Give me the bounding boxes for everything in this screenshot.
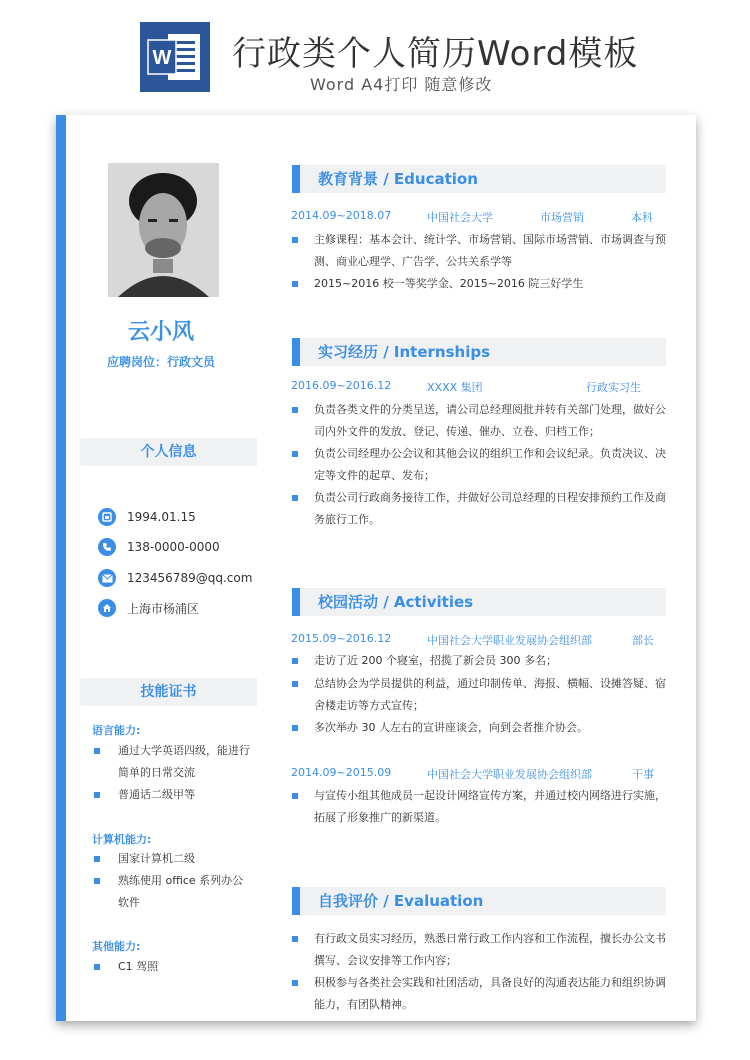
internships-heading	[292, 338, 666, 366]
banner	[0, 0, 750, 110]
bullet-item: 有行政文员实习经历，熟悉日常行政工作内容和工作流程，擅长办公文书撰写、会议安排等工作内容；	[292, 928, 666, 972]
bullet-item: 总结协会为学员提供的利益，通过印制传单、海报、横幅、设摊答疑、宿舍楼走访等方式宣传；	[292, 673, 666, 717]
activity-entry	[291, 632, 666, 648]
word-icon	[140, 22, 210, 92]
internship-entry	[291, 379, 666, 395]
skill-item: 通过大学英语四级，能进行简单的日常交流	[92, 740, 252, 784]
education-heading	[292, 165, 666, 193]
entry-role: 部长	[632, 634, 654, 647]
entry-org: 中国社会大学职业发展协会组织部	[427, 768, 592, 781]
bullet-item: 多次举办 30 人左右的宣讲座谈会，向到会者推介协会。	[292, 717, 666, 739]
phone-text: 138-0000-0000	[127, 540, 220, 554]
entry-role: 干事	[632, 768, 654, 781]
candidate-name: 云小风	[127, 320, 194, 345]
education-entry	[291, 209, 666, 225]
skills-heading: 技能证书	[80, 678, 257, 706]
entry-date: 2014.09~2018.07	[291, 209, 392, 222]
skill-category-other: 其他能力:	[92, 940, 141, 953]
entry-date: 2014.09~2015.09	[291, 766, 392, 779]
heading-bar	[292, 338, 300, 366]
activities-heading	[292, 588, 666, 616]
entry-degree: 本科	[631, 211, 653, 224]
info-birthdate	[98, 507, 196, 527]
skill-item: 普通话二级甲等	[92, 784, 252, 806]
entry-date: 2015.09~2016.12	[291, 632, 392, 645]
banner-subtitle: Word A4打印 随意修改	[310, 75, 493, 94]
mail-icon	[98, 569, 116, 587]
skill-item: 国家计算机二级	[92, 848, 252, 870]
info-email	[98, 568, 252, 588]
info-address	[98, 598, 199, 618]
info-phone	[98, 537, 220, 557]
activities-title: 校园活动 / Activities	[318, 593, 474, 611]
applied-position: 应聘岗位：行政文员	[106, 355, 215, 369]
profile-photo	[108, 163, 219, 297]
heading-bar	[292, 165, 300, 193]
activity-entry	[291, 766, 666, 782]
evaluation-heading	[292, 887, 666, 915]
email-text: 123456789@qq.com	[127, 571, 253, 585]
sidebar	[66, 115, 253, 1021]
bullet-item: 积极参与各类社会实践和社团活动，具备良好的沟通表达能力和组织协调能力，有团队精神。	[292, 972, 666, 1016]
bullet-item: 负责各类文件的分类呈送，请公司总经理阅批并转有关部门处理，做好公司内外文件的发放、登记、传递、催办、立卷、归档工作；	[292, 399, 666, 443]
bullet-item: 负责公司行政商务接待工作，并做好公司总经理的日程安排预约工作及商务旅行工作。	[292, 487, 666, 531]
bullet-item: 负责公司经理办公会议和其他会议的组织工作和会议纪录。负责决议、决定等文件的起草、发布；	[292, 443, 666, 487]
entry-org: XXXX 集团	[427, 381, 483, 394]
skill-category-language: 语言能力:	[92, 724, 141, 737]
bullet-item: 主修课程：基本会计、统计学、市场营销、国际市场营销、市场调查与预测、商业心理学、广告学、公共关系学等	[292, 229, 666, 273]
entry-role: 行政实习生	[586, 381, 641, 394]
bullet-item: 2015~2016 校一等奖学金、2015~2016 院三好学生	[292, 273, 666, 295]
entry-role: 市场营销	[540, 211, 584, 224]
address-text: 上海市杨浦区	[127, 601, 200, 616]
education-title: 教育背景 / Education	[318, 170, 478, 188]
skill-item: C1 驾照	[92, 956, 252, 978]
banner-title: 行政类个人简历Word模板	[232, 34, 639, 74]
heading-bar	[292, 887, 300, 915]
entry-org: 中国社会大学	[427, 211, 493, 224]
heading-bar	[292, 588, 300, 616]
internships-title: 实习经历 / Internships	[318, 343, 491, 361]
skill-category-computer: 计算机能力:	[92, 833, 152, 846]
home-icon	[98, 599, 116, 617]
calendar-icon	[98, 508, 116, 526]
personal-info-heading: 个人信息	[80, 438, 257, 466]
birthdate-text: 1994.01.15	[127, 510, 196, 524]
resume-page	[56, 115, 696, 1021]
svg-text:W: W	[152, 47, 172, 69]
skill-item: 熟练使用 office 系列办公软件	[92, 870, 252, 914]
entry-date: 2016.09~2016.12	[291, 379, 392, 392]
accent-stripe	[56, 115, 66, 1021]
bullet-item: 与宣传小组其他成员一起设计网络宣传方案，并通过校内网络进行实施，拓展了形象推广的新渠道。	[292, 785, 666, 829]
evaluation-title: 自我评价 / Evaluation	[318, 892, 484, 910]
bullet-item: 走访了近 200 个寝室，招揽了新会员 300 多名；	[292, 650, 666, 672]
entry-org: 中国社会大学职业发展协会组织部	[427, 634, 592, 647]
phone-icon	[98, 538, 116, 556]
